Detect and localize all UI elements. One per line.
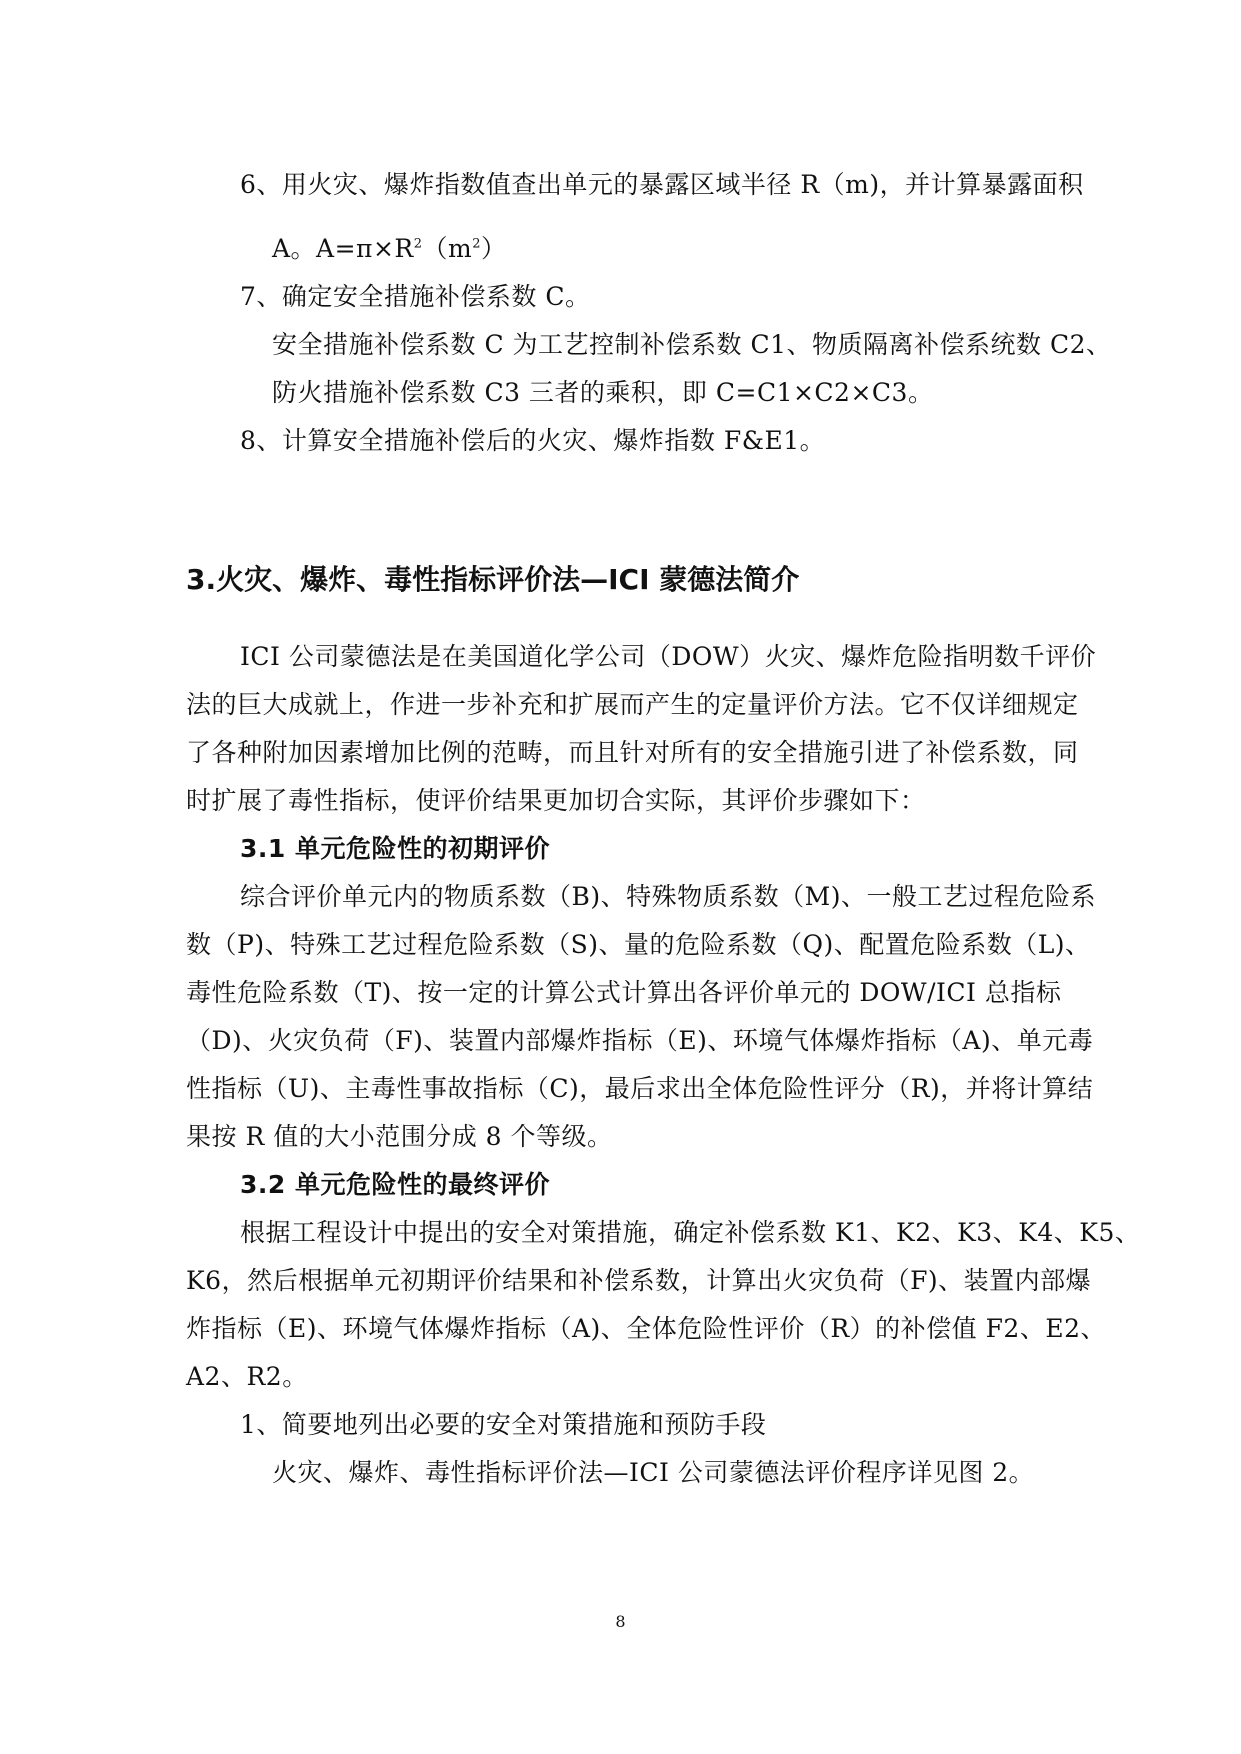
subsection-3-1-title: 3.1 单元危险性的初期评价 xyxy=(240,834,550,863)
subsection-3-2-line-2: K6，然后根据单元初期评价结果和补偿系数，计算出火灾负荷（F)、装置内部爆 xyxy=(186,1266,1092,1295)
section-3-heading: 3.火灾、爆炸、毒性指标评价法—ICI 蒙德法简介 xyxy=(186,563,800,596)
item-1-title: 1、简要地列出必要的安全对策措施和预防手段 xyxy=(240,1410,767,1439)
intro-line-3: 了各种附加因素增加比例的范畴，而且针对所有的安全措施引进了补偿系数，同 xyxy=(186,738,1079,767)
intro-line-4: 时扩展了毒性指标，使评价结果更加切合实际，其评价步骤如下： xyxy=(186,786,926,815)
intro-line-2: 法的巨大成就上，作进一步补充和扩展而产生的定量评价方法。它不仅详细规定 xyxy=(186,690,1079,719)
step-7-line-1: 7、确定安全措施补偿系数 C。 xyxy=(240,282,591,311)
page-number: 8 xyxy=(615,1612,626,1631)
subsection-3-1-line-2: 数（P)、特殊工艺过程危险系数（S)、量的危险系数（Q)、配置危险系数（L)、 xyxy=(186,930,1091,959)
item-1-body: 火灾、爆炸、毒性指标评价法—ICI 公司蒙德法评价程序详见图 2。 xyxy=(272,1458,1035,1487)
step-6-formula-b: （m xyxy=(422,234,473,263)
step-6-unit-exponent: 2 xyxy=(472,236,482,252)
subsection-3-2-title: 3.2 单元危险性的最终评价 xyxy=(240,1170,550,1199)
subsection-3-2-line-1: 根据工程设计中提出的安全对策措施，确定补偿系数 K1、K2、K3、K4、K5、 xyxy=(240,1218,1141,1247)
step-6-line-1: 6、用火灾、爆炸指数值查出单元的暴露区域半径 R（m)，并计算暴露面积 xyxy=(240,170,1084,199)
subsection-3-1-line-3: 毒性危险系数（T)、按一定的计算公式计算出各评价单元的 DOW/ICI 总指标 xyxy=(186,978,1062,1007)
step-6-formula-a: A。A=π×R xyxy=(272,234,414,263)
subsection-3-1-line-5: 性指标（U)、主毒性事故指标（C)，最后求出全体危险性评分（R)，并将计算结 xyxy=(186,1074,1094,1103)
step-8-line-1: 8、计算安全措施补偿后的火灾、爆炸指数 F&E1。 xyxy=(240,426,826,455)
intro-line-1: ICI 公司蒙德法是在美国道化学公司（DOW）火灾、爆炸危险指明数千评价 xyxy=(240,642,1097,671)
step-7-line-2: 安全措施补偿系数 C 为工艺控制补偿系数 C1、物质隔离补偿系统数 C2、 xyxy=(272,330,1112,359)
step-6-line-2 xyxy=(272,232,507,266)
subsection-3-2-line-3: 炸指标（E)、环境气体爆炸指标（A)、全体危险性评价（R）的补偿值 F2、E2、 xyxy=(186,1314,1106,1343)
subsection-3-1-line-6: 果按 R 值的大小范围分成 8 个等级。 xyxy=(186,1122,613,1151)
step-6-formula-c: ） xyxy=(481,234,507,263)
subsection-3-1-line-4: （D)、火灾负荷（F)、装置内部爆炸指标（E)、环境气体爆炸指标（A)、单元毒 xyxy=(186,1026,1094,1055)
step-7-line-3: 防火措施补偿系数 C3 三者的乘积，即 C=C1×C2×C3。 xyxy=(272,378,934,407)
subsection-3-1-line-1: 综合评价单元内的物质系数（B)、特殊物质系数（M)、一般工艺过程危险系 xyxy=(240,882,1096,911)
subsection-3-2-line-4: A2、R2。 xyxy=(186,1362,308,1391)
step-6-formula-exponent: 2 xyxy=(413,236,423,252)
